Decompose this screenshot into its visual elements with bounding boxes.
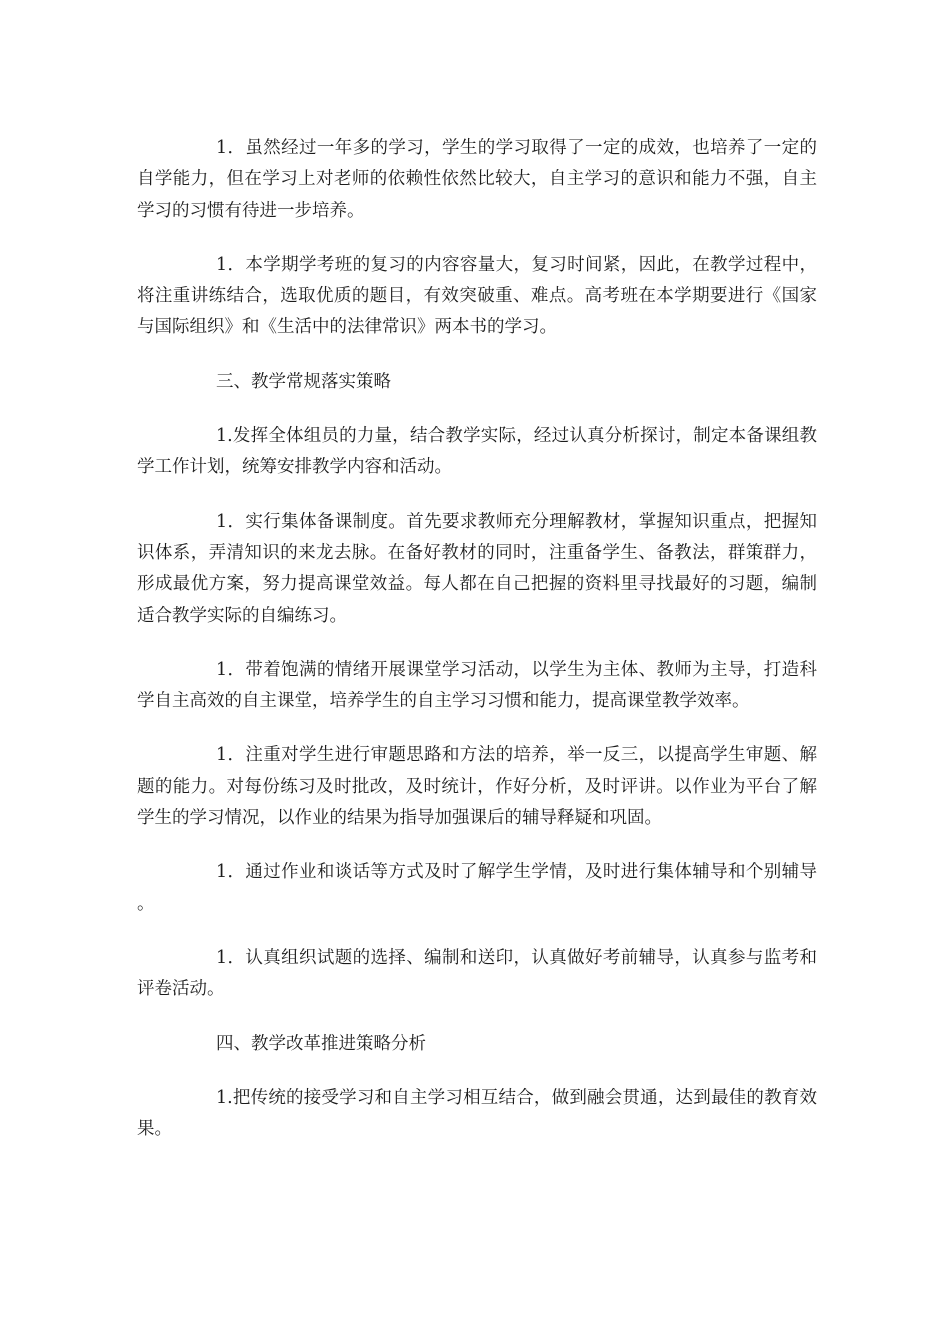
paragraph-exams: 1．认真组织试题的选择、编制和送印，认真做好考前辅导，认真参与监考和评卷活动。 <box>137 947 817 1000</box>
paragraph-classroom-activities: 1．带着饱满的情绪开展课堂学习活动，以学生为主体、教师为主导，打造科学自主高效的自主课堂，培养学生的自主学习习惯和能力，提高课堂教学效率。 <box>137 659 817 712</box>
paragraph-collective-lesson-prep: 1．实行集体备课制度。首先要求教师充分理解教材，掌握知识重点，把握知识体系，弄清知识的来龙去脉。在备好教材的同时，注重备学生、备教法，群策群力，形成最优方案，努力提高课堂效益。每人都在自己把握的资料里寻找最好的习题，编制适合教学实际的自编练习。 <box>137 511 817 626</box>
heading-section-three: 三、教学常规落实策略 <box>216 371 391 392</box>
paragraph-group-plan: 1.发挥全体组员的力量，结合教学实际，经过认真分析探讨，制定本备课组教学工作计划，统筹安排教学内容和活动。 <box>137 426 817 478</box>
heading-section-four: 四、教学改革推进策略分析 <box>216 1033 426 1054</box>
paragraph-student-dependence: 1．虽然经过一年多的学习，学生的学习取得了一定的成效，也培养了一定的自学能力，但在学习上对老师的依赖性依然比较大，自主学习的意识和能力不强，自主学习的习惯有待进一步培养。 <box>137 138 817 221</box>
paragraph-learning-integration: 1.把传统的接受学习和自主学习相互结合，做到融会贯通，达到最佳的教育效果。 <box>137 1087 817 1140</box>
paragraph-problem-solving: 1．注重对学生进行审题思路和方法的培养，举一反三，以提高学生审题、解题的能力。对每份练习及时批改，及时统计，作好分析，及时评讲。以作业为平台了解学生的学习情况，以作业的结果为指导加强课后的辅导释疑和巩固。 <box>137 745 817 829</box>
paragraph-review-plan: 1．本学期学考班的复习的内容容量大，复习时间紧，因此，在教学过程中，将注重讲练结合，选取优质的题目，有效突破重、难点。高考班在本学期要进行《国家与国际组织》和《生活中的法律常识》两本书的学习。 <box>137 254 817 338</box>
document-body <box>137 133 817 1168</box>
paragraph-tutoring: 1．通过作业和谈话等方式及时了解学生学情，及时进行集体辅导和个别辅导。 <box>137 862 817 914</box>
